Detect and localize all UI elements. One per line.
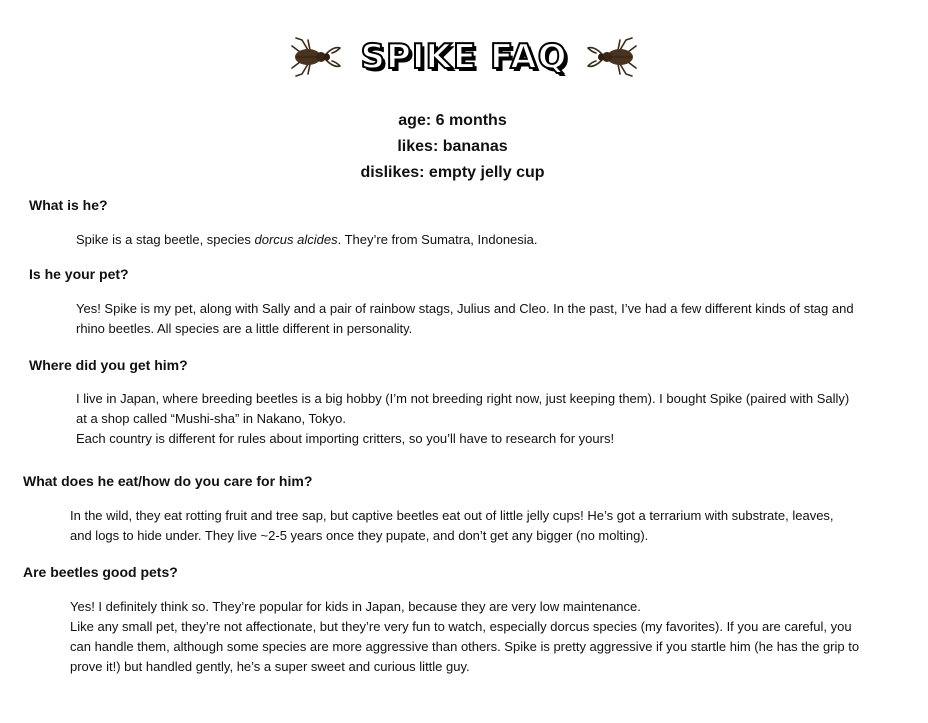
answer-line: and logs to hide under. They live ~2-5 years once they pupate, and don’t get any bigger (no molting). [70,528,649,543]
answer-line: In the wild, they eat rotting fruit and tree sap, but captive beetles eat out of little jelly cups! He’s got a terrarium with substrate, leaves, [70,508,834,523]
stag-beetle-icon [582,32,642,82]
faq-answer [70,597,859,677]
beetle-stats [0,108,905,186]
faq-answer [70,506,834,546]
faq-question: What does he eat/how do you care for him? [23,473,313,489]
faq-header [0,26,928,88]
faq-question: Are beetles good pets? [23,564,178,580]
answer-line: at a shop called “Mushi-sha” in Nakano, Tokyo. [76,411,347,426]
faq-answer [76,230,538,250]
answer-line: Yes! Spike is my pet, along with Sally and a pair of rainbow stags, Julius and Cleo. In the past, I’ve had a few different kinds of stag and [76,301,854,316]
answer-line: I live in Japan, where breeding beetles is a big hobby (I’m not breeding right now, just keeping them). I bought Spike (paired with Sally) [76,391,850,406]
faq-answer [76,299,854,339]
faq-question: What is he? [29,197,108,213]
age-stat: age: 6 months [398,112,507,129]
answer-text: . They’re from Sumatra, Indonesia. [337,232,538,247]
page-title: SPIKE FAQ [360,37,568,77]
answer-line: Like any small pet, they’re not affectionate, but they’re very fun to watch, especially dorcus species (my favorites). If you are careful, you [70,619,852,634]
answer-text: Spike is a stag beetle, species [76,232,255,247]
faq-question: Is he your pet? [29,266,129,282]
stag-beetle-icon [286,32,346,82]
faq-answer [76,389,849,449]
likes-stat: likes: bananas [397,138,508,155]
species-name: dorcus alcides [254,232,338,247]
answer-line: prove it!) but handled gently, he’s a super sweet and curious little guy. [70,659,470,674]
faq-question: Where did you get him? [29,357,188,373]
answer-line: Each country is different for rules about importing critters, so you’ll have to research for yours! [76,431,615,446]
answer-line: rhino beetles. All species are a little different in personality. [76,321,413,336]
answer-line: Yes! I definitely think so. They’re popular for kids in Japan, because they are very low maintenance. [70,599,641,614]
dislikes-stat: dislikes: empty jelly cup [360,164,545,181]
answer-line: can handle them, although some species are more aggressive than others. Spike is pretty aggressive if you startle him (he has the grip to [70,639,860,654]
